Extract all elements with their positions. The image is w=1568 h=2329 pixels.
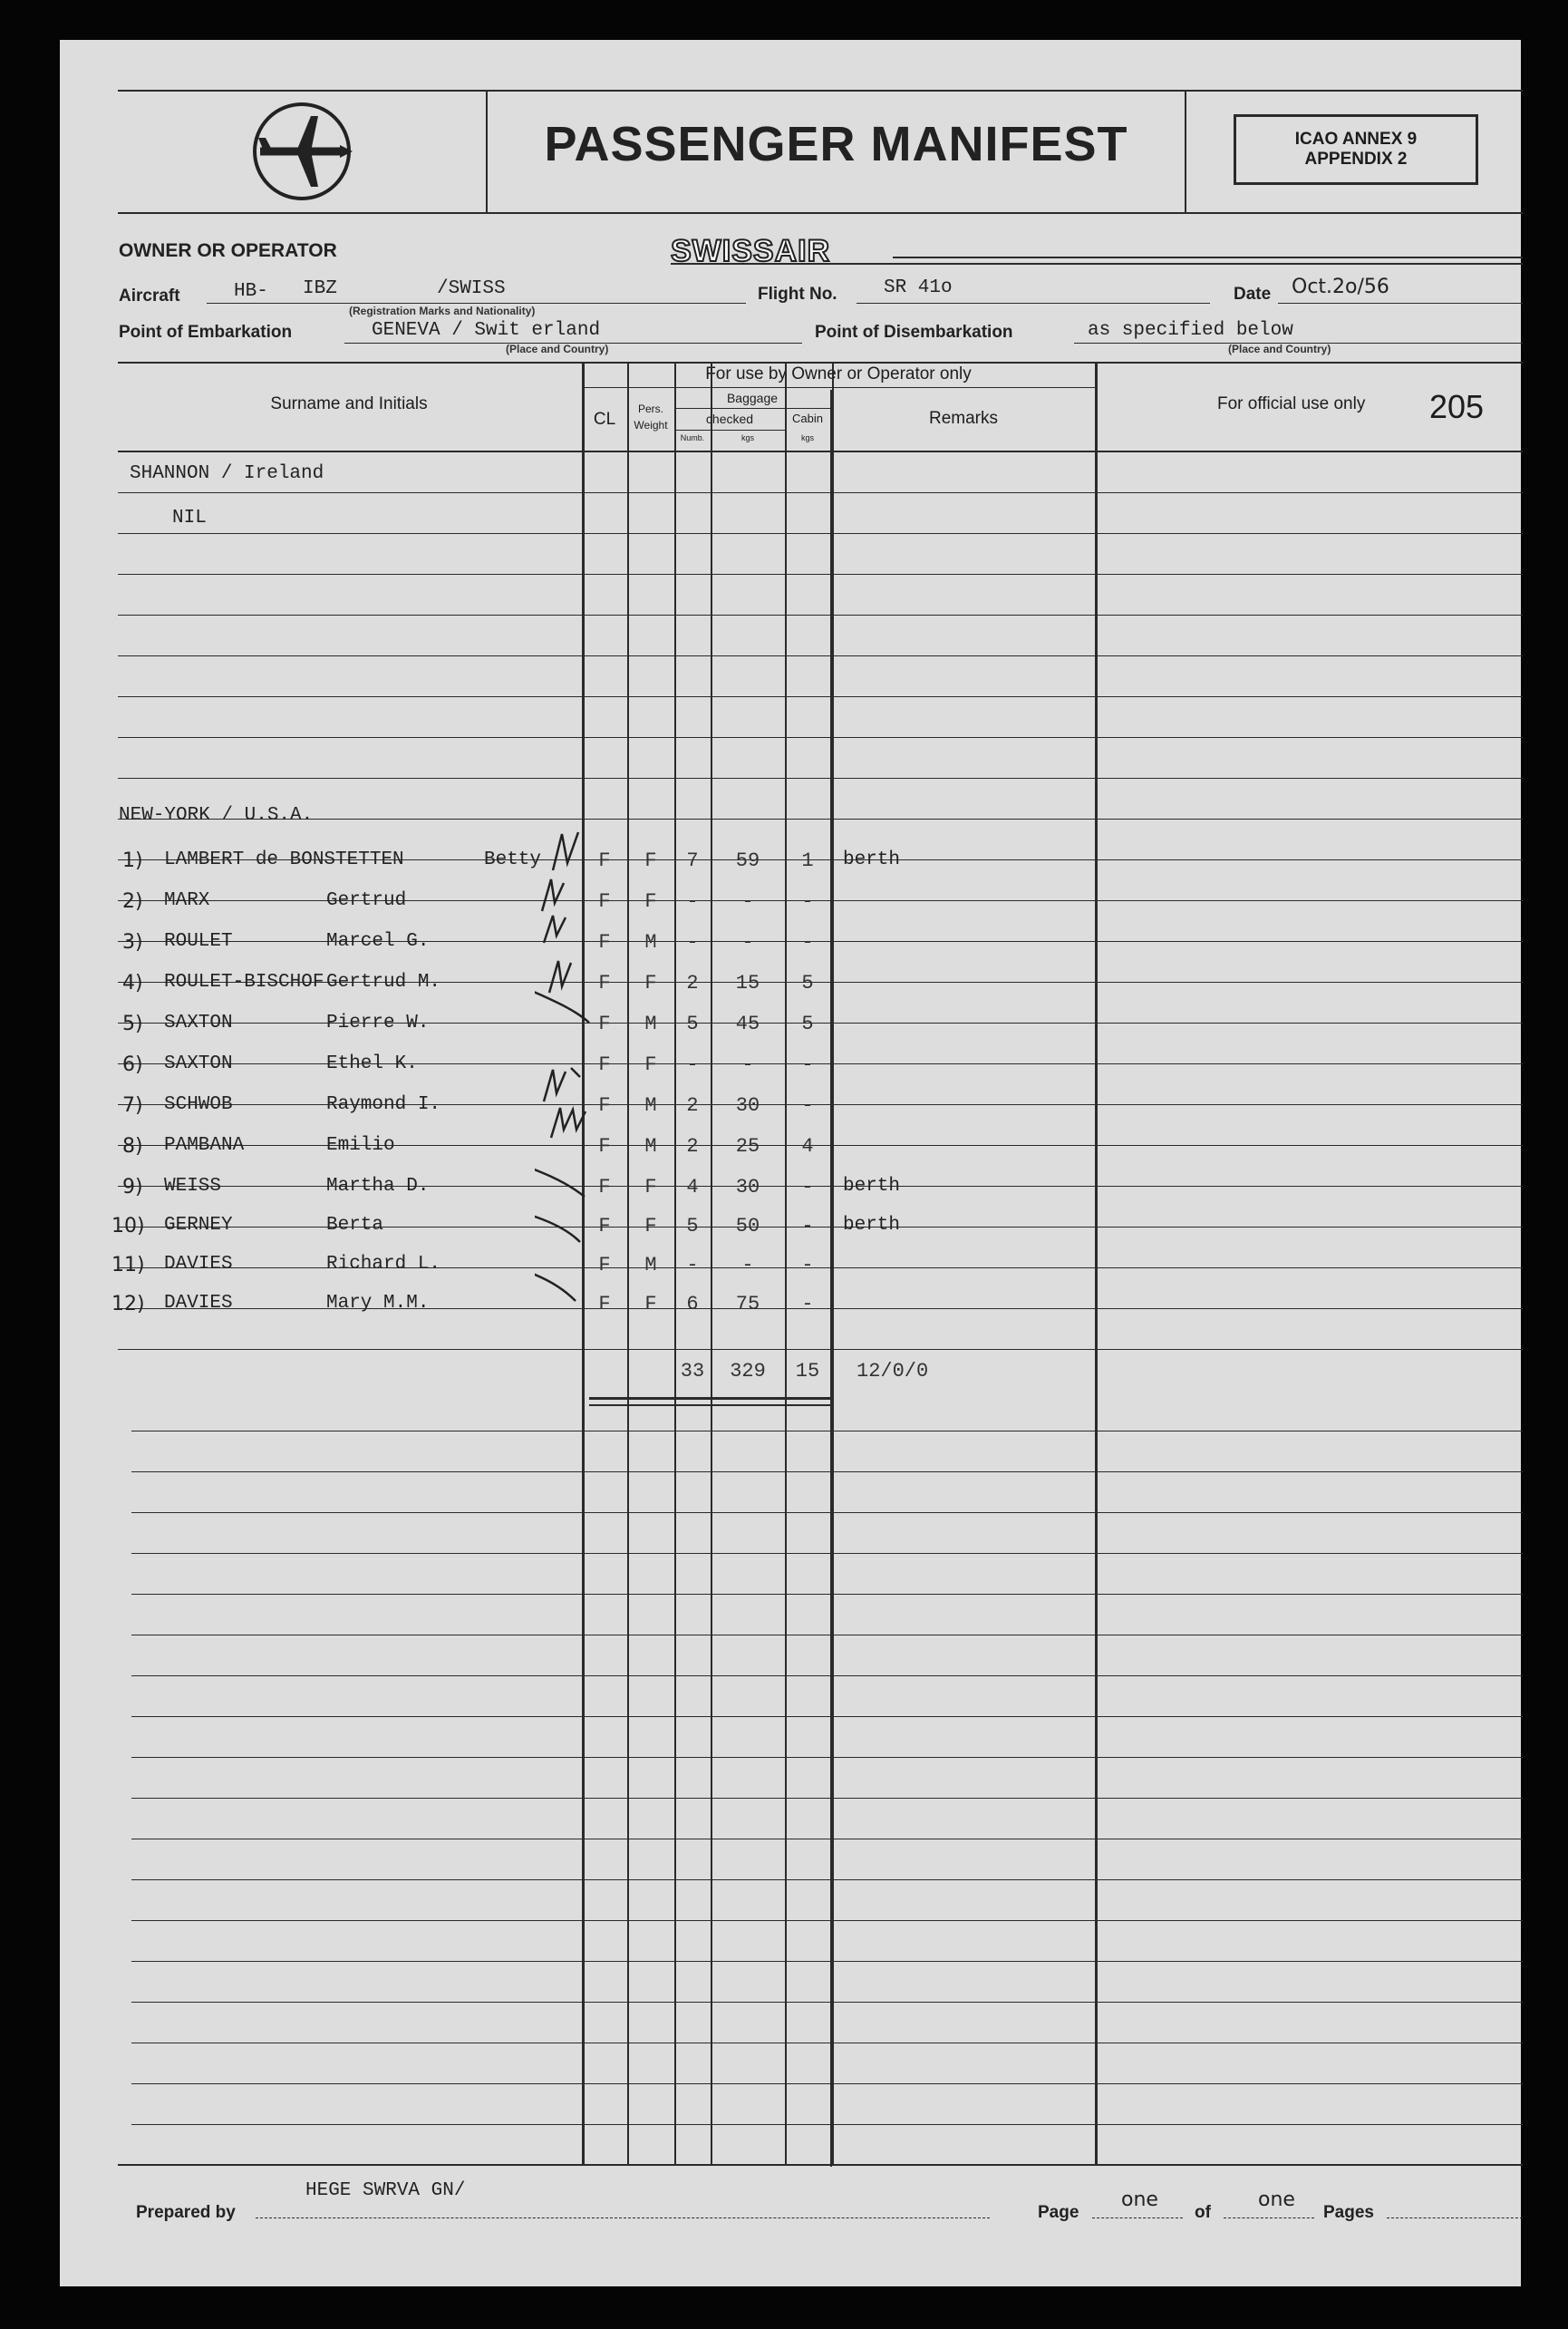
passenger-given-name: Berta xyxy=(326,1215,384,1236)
row-rule xyxy=(131,1471,1523,1472)
passenger-class: F xyxy=(598,1293,611,1315)
col-kgs-header: kgs xyxy=(800,433,814,442)
row-rule xyxy=(131,1512,1523,1513)
passenger-weight-code: F xyxy=(644,972,657,995)
table-top-rule xyxy=(118,362,1523,364)
prepared-label: Prepared by xyxy=(136,2203,236,2222)
operator-rule xyxy=(671,263,1523,265)
baggage-cabin-kgs: - xyxy=(801,931,814,954)
baggage-checked-kgs: - xyxy=(741,890,754,913)
passenger-number: 11) xyxy=(111,1254,145,1276)
passenger-remarks: berth xyxy=(843,1176,901,1197)
passenger-given-name: Raymond I. xyxy=(326,1094,441,1115)
column-rule xyxy=(832,362,834,2166)
passenger-class: F xyxy=(598,972,611,995)
baggage-cabin-kgs: - xyxy=(801,1053,814,1076)
row-rule xyxy=(131,1961,1523,1962)
footer-top-rule xyxy=(118,2164,1523,2166)
passenger-class: F xyxy=(598,1094,611,1117)
baggage-checked-kgs: 59 xyxy=(735,849,760,872)
passenger-weight-code: F xyxy=(644,890,657,913)
baggage-checked-kgs: 15 xyxy=(735,972,760,995)
col-baggage-header: Baggage xyxy=(726,391,779,405)
disembarkation-value: as specified below xyxy=(1088,320,1293,341)
flight-value: SR 41o xyxy=(884,277,953,298)
passenger-weight-code: M xyxy=(644,1135,657,1158)
passenger-surname: GERNEY xyxy=(164,1215,233,1236)
column-rule xyxy=(830,390,832,2167)
passenger-number: 7) xyxy=(122,1094,143,1117)
passenger-given-name: Betty xyxy=(484,849,542,870)
aircraft-reg: IBZ xyxy=(303,278,337,299)
embarkation-label: Point of Embarkation xyxy=(119,323,293,342)
page-value: one xyxy=(1121,2188,1158,2211)
row-rule xyxy=(131,1757,1523,1758)
embarkation-value: GENEVA / Swit erland xyxy=(372,320,601,341)
header-row-rule xyxy=(118,451,1523,452)
row-rule xyxy=(118,819,1523,820)
destination-heading: SHANNON / Ireland xyxy=(130,463,324,484)
passenger-remarks: berth xyxy=(843,1215,901,1236)
passenger-weight-code: F xyxy=(644,1293,657,1315)
totals-double-rule xyxy=(589,1404,832,1406)
baggage-cabin-kgs: - xyxy=(801,890,814,913)
row-rule xyxy=(131,1879,1523,1880)
operator-value: SWISSAIR xyxy=(671,234,831,268)
passenger-weight-code: F xyxy=(644,1053,657,1076)
passenger-surname: DAVIES xyxy=(164,1293,233,1314)
baggage-count: - xyxy=(686,890,699,913)
passenger-class: F xyxy=(598,931,611,954)
row-rule xyxy=(131,1920,1523,1921)
passenger-number: 1) xyxy=(122,849,143,872)
passenger-surname: SAXTON xyxy=(164,1053,233,1074)
row-rule xyxy=(118,655,1523,656)
baggage-checked-kgs: - xyxy=(741,931,754,954)
row-rule xyxy=(131,2002,1523,2003)
prepared-value: HEGE SWRVA GN/ xyxy=(305,2180,466,2201)
baggage-cabin-kgs: 5 xyxy=(801,972,814,995)
total-numb: 33 xyxy=(680,1360,705,1383)
passenger-surname: DAVIES xyxy=(164,1254,233,1275)
of-line xyxy=(1224,2217,1314,2218)
row-rule xyxy=(118,533,1523,534)
passenger-surname: MARX xyxy=(164,890,210,911)
passenger-given-name: Emilio xyxy=(326,1135,395,1156)
row-rule xyxy=(131,1716,1523,1717)
row-rule xyxy=(131,1553,1523,1554)
baggage-count: - xyxy=(686,1254,699,1276)
baggage-count: 2 xyxy=(686,972,699,995)
passenger-surname: PAMBANA xyxy=(164,1135,245,1156)
prepared-line xyxy=(256,2217,990,2218)
passenger-number: 3) xyxy=(122,931,143,954)
page-label: Page xyxy=(1038,2203,1079,2222)
official-number: 205 xyxy=(1429,388,1485,425)
col-owner-use-header: For use by Owner or Operator only xyxy=(705,364,972,383)
operator-label: OWNER OR OPERATOR xyxy=(119,240,337,261)
passenger-given-name: Gertrud xyxy=(326,890,407,911)
annex-line: ICAO ANNEX 9 xyxy=(1294,130,1418,149)
col-surname-header: Surname and Initials xyxy=(270,394,428,413)
baggage-count: 7 xyxy=(686,849,699,872)
of-value: one xyxy=(1258,2188,1295,2211)
airplane-logo-icon xyxy=(249,102,354,201)
col-checked-header: checked xyxy=(705,412,754,426)
row-rule xyxy=(131,2083,1523,2084)
baggage-rule xyxy=(674,408,830,409)
pages-label: Pages xyxy=(1323,2203,1374,2222)
flight-line xyxy=(857,303,1210,304)
page-line xyxy=(1092,2217,1183,2218)
passenger-weight-code: M xyxy=(644,1013,657,1035)
passenger-class: F xyxy=(598,1215,611,1237)
passenger-weight-code: F xyxy=(644,849,657,872)
baggage-checked-kgs: 45 xyxy=(735,1013,760,1035)
passenger-class: F xyxy=(598,1053,611,1076)
passenger-surname: WEISS xyxy=(164,1176,222,1197)
baggage-checked-kgs: 30 xyxy=(735,1176,760,1198)
check-marks-icon xyxy=(535,816,634,1342)
header-divider xyxy=(1185,90,1186,214)
aircraft-label: Aircraft xyxy=(119,286,180,306)
passenger-number: 6) xyxy=(122,1053,143,1076)
row-rule xyxy=(131,1675,1523,1676)
total-cabin: 15 xyxy=(795,1360,820,1383)
passenger-number: 4) xyxy=(122,972,143,995)
passenger-class: F xyxy=(598,1135,611,1158)
baggage-cabin-kgs: - xyxy=(801,1215,814,1237)
passenger-given-name: Marcel G. xyxy=(326,931,430,952)
col-kgs-header: kgs xyxy=(740,433,754,442)
passenger-number: 8) xyxy=(122,1135,143,1158)
col-official-header: For official use only xyxy=(1217,394,1366,413)
of-label: of xyxy=(1195,2203,1211,2222)
passenger-class: F xyxy=(598,1013,611,1035)
col-remarks-header: Remarks xyxy=(928,409,998,428)
row-rule xyxy=(118,492,1523,493)
baggage-count: 2 xyxy=(686,1094,699,1117)
aircraft-nationality: /SWISS xyxy=(437,278,506,299)
passenger-class: F xyxy=(598,890,611,913)
col-cabin-header: Cabin xyxy=(792,412,823,425)
col-cl-header: CL xyxy=(593,410,616,429)
embarkation-note: (Place and Country) xyxy=(506,343,609,355)
passenger-weight-code: M xyxy=(644,931,657,954)
baggage-count: 6 xyxy=(686,1293,699,1315)
col-pers-header: Pers. xyxy=(637,403,663,415)
annex-box xyxy=(1234,114,1478,185)
baggage-count: 5 xyxy=(686,1013,699,1035)
header-bottom-rule xyxy=(118,212,1523,214)
column-rule xyxy=(1095,362,1098,2166)
baggage-cabin-kgs: - xyxy=(801,1094,814,1117)
passenger-weight-code: F xyxy=(644,1215,657,1237)
baggage-cabin-kgs: 4 xyxy=(801,1135,814,1158)
passenger-weight-code: F xyxy=(644,1176,657,1198)
owner-use-rule xyxy=(582,387,1095,388)
passenger-class: F xyxy=(598,1254,611,1276)
passenger-given-name: Mary M.M. xyxy=(326,1293,430,1314)
passenger-surname: LAMBERT de BONSTETTEN xyxy=(164,849,404,870)
pages-line xyxy=(1387,2217,1523,2218)
operator-line xyxy=(893,257,1523,258)
aircraft-reg-prefix: HB- xyxy=(234,281,268,302)
row-rule xyxy=(118,737,1523,738)
passenger-surname: SAXTON xyxy=(164,1013,233,1033)
passenger-class: F xyxy=(598,1176,611,1198)
annex-line: APPENDIX 2 xyxy=(1304,150,1408,169)
header-top-rule xyxy=(118,90,1523,92)
date-value: Oct.2o/56 xyxy=(1292,276,1389,298)
baggage-cabin-kgs: - xyxy=(801,1254,814,1276)
date-label: Date xyxy=(1234,285,1272,304)
baggage-count: 4 xyxy=(686,1176,699,1198)
header-divider xyxy=(486,90,488,214)
total-remarks: 12/0/0 xyxy=(857,1360,929,1383)
passenger-given-name: Gertrud M. xyxy=(326,972,441,993)
passenger-given-name: Ethel K. xyxy=(326,1053,418,1074)
baggage-checked-kgs: 30 xyxy=(735,1094,760,1117)
baggage-count: 2 xyxy=(686,1135,699,1158)
passenger-number: 2) xyxy=(122,890,143,913)
row-rule xyxy=(131,2124,1523,2125)
aircraft-line xyxy=(207,303,746,304)
baggage-cabin-kgs: - xyxy=(801,1176,814,1198)
destination-heading: NEW-YORK / U.S.A. xyxy=(119,805,314,826)
disembarkation-label: Point of Disembarkation xyxy=(815,323,1013,342)
col-numb-header: Numb. xyxy=(680,433,705,442)
flight-label: Flight No. xyxy=(758,285,837,304)
passenger-given-name: Richard L. xyxy=(326,1254,441,1275)
passenger-surname: ROULET xyxy=(164,931,233,952)
row-rule xyxy=(131,1798,1523,1799)
row-rule xyxy=(118,615,1523,616)
baggage-checked-kgs: 25 xyxy=(735,1135,760,1158)
passenger-number: 12) xyxy=(111,1293,145,1315)
passenger-number: 5) xyxy=(122,1013,143,1035)
row-rule xyxy=(118,696,1523,697)
aircraft-note: (Registration Marks and Nationality) xyxy=(349,305,536,317)
baggage-count: - xyxy=(686,931,699,954)
passenger-surname: SCHWOB xyxy=(164,1094,233,1115)
baggage-checked-kgs: - xyxy=(741,1053,754,1076)
baggage-cabin-kgs: - xyxy=(801,1293,814,1315)
col-weight-header: Weight xyxy=(634,419,668,432)
total-checked: 329 xyxy=(730,1360,766,1383)
row-rule xyxy=(118,1349,1523,1350)
row-rule xyxy=(118,778,1523,779)
row-rule xyxy=(118,574,1523,575)
passenger-weight-code: M xyxy=(644,1094,657,1117)
totals-double-rule xyxy=(589,1397,832,1400)
passenger-class: F xyxy=(598,849,611,872)
baggage-count: - xyxy=(686,1053,699,1076)
passenger-weight-code: M xyxy=(644,1254,657,1276)
passenger-surname: ROULET-BISCHOF xyxy=(164,972,324,993)
disembarkation-note: (Place and Country) xyxy=(1228,343,1331,355)
date-line xyxy=(1278,303,1523,304)
baggage-checked-kgs: 75 xyxy=(735,1293,760,1315)
baggage-cabin-kgs: 5 xyxy=(801,1013,814,1035)
passenger-number: 10) xyxy=(111,1215,145,1237)
passenger-given-name: Martha D. xyxy=(326,1176,430,1197)
passenger-remarks: berth xyxy=(843,849,901,870)
checked-rule xyxy=(674,430,785,431)
page-title: PASSENGER MANIFEST xyxy=(544,117,1128,171)
row-rule xyxy=(131,1594,1523,1595)
baggage-cabin-kgs: 1 xyxy=(801,849,814,872)
passenger-number: 9) xyxy=(122,1176,143,1198)
baggage-count: 5 xyxy=(686,1215,699,1237)
baggage-checked-kgs: 50 xyxy=(735,1215,760,1237)
baggage-checked-kgs: - xyxy=(741,1254,754,1276)
destination-note: NIL xyxy=(172,508,207,529)
passenger-given-name: Pierre W. xyxy=(326,1013,430,1033)
